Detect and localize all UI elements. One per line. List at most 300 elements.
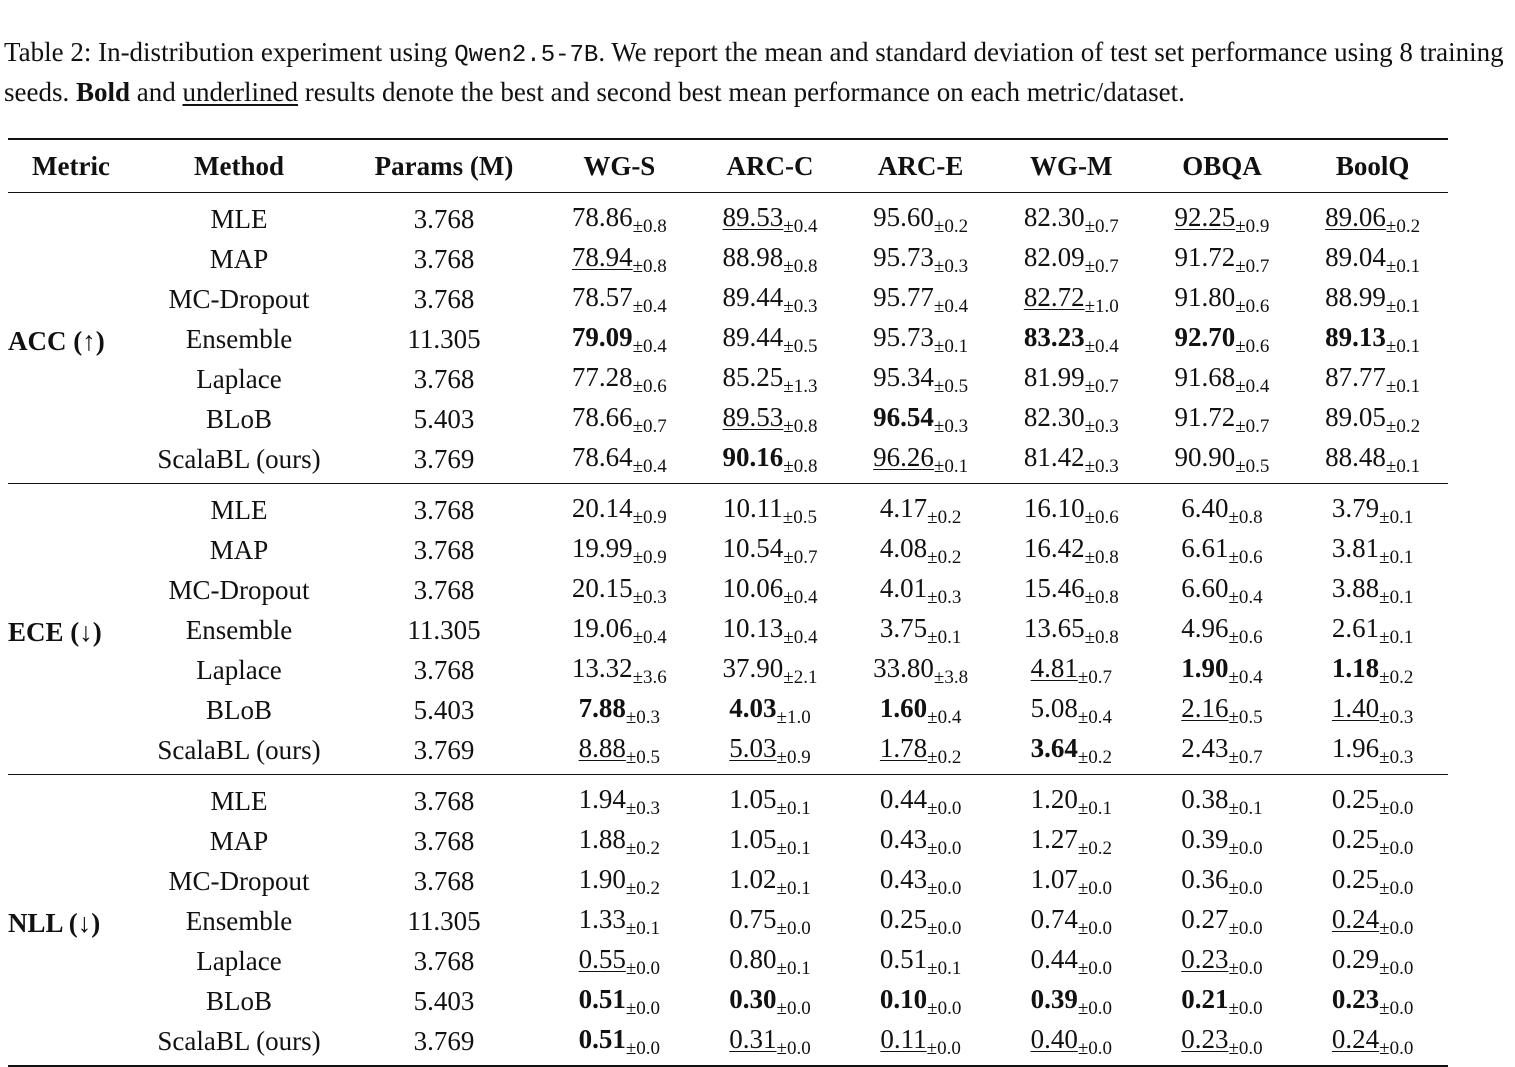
- mean-value: 1.05: [729, 824, 777, 854]
- column-header: Metric: [32, 151, 110, 181]
- mean-value: 89.04: [1325, 242, 1386, 272]
- method-cell: MC-Dropout: [168, 575, 310, 605]
- std-value: ±0.1: [625, 918, 661, 939]
- mean-value: 0.36: [1181, 864, 1229, 894]
- mean-value: 7.88: [578, 693, 626, 723]
- value-cell: [1297, 570, 1448, 610]
- value-cell: [1147, 650, 1298, 690]
- caption-bold-word: Bold: [75, 77, 131, 107]
- value-cell: [695, 399, 846, 439]
- table-row: [8, 901, 1448, 941]
- value-cell: [1297, 650, 1448, 690]
- table-row: [8, 690, 1448, 730]
- std-value: ±0.4: [1077, 707, 1113, 728]
- value-cell: [544, 981, 695, 1021]
- mean-value: 0.43: [879, 864, 928, 894]
- std-value: ±0.0: [776, 1038, 811, 1059]
- mean-value: 0.75: [729, 904, 777, 934]
- value-cell: [544, 775, 695, 822]
- value-cell: [845, 319, 996, 359]
- table-row: [8, 239, 1448, 279]
- value-cell: [1297, 775, 1448, 822]
- value-cell: [544, 941, 695, 981]
- method-cell: BLoB: [205, 986, 272, 1016]
- column-header: WG-M: [1030, 151, 1113, 181]
- std-value: ±0.3: [1379, 707, 1414, 728]
- mean-value: 1.27: [1030, 824, 1078, 854]
- mean-value: 4.01: [879, 573, 928, 603]
- mean-value: 10.11: [723, 493, 783, 523]
- mean-value: 3.81: [1331, 533, 1380, 563]
- mean-value: 77.28: [571, 362, 633, 392]
- value-cell: [695, 530, 846, 570]
- std-value: ±0.2: [927, 547, 962, 568]
- value-cell: [695, 775, 846, 822]
- mean-value: 82.72: [1023, 282, 1085, 312]
- std-value: ±0.7: [632, 416, 667, 437]
- column-header: Params (M): [374, 151, 514, 181]
- value-cell: [695, 359, 846, 399]
- value-cell: [695, 941, 846, 981]
- mean-value: 8.88: [578, 733, 626, 763]
- std-value: ±0.0: [1379, 918, 1414, 939]
- value-cell: [695, 901, 846, 941]
- table-row: [8, 439, 1448, 484]
- mean-value: 90.16: [722, 442, 784, 472]
- table-row: [8, 981, 1448, 1021]
- mean-value: 79.09: [571, 322, 633, 352]
- value-cell: [845, 1021, 996, 1066]
- value-cell: [996, 439, 1147, 484]
- method-cell: MLE: [210, 786, 268, 816]
- value-cell: [996, 530, 1147, 570]
- std-value: ±0.1: [927, 627, 962, 648]
- value-cell: [1297, 530, 1448, 570]
- value-cell: [845, 279, 996, 319]
- value-cell: [695, 193, 846, 240]
- column-header: WG-S: [583, 151, 656, 181]
- mean-value: 0.31: [729, 1024, 777, 1054]
- mean-value: 78.64: [571, 442, 633, 472]
- std-value: ±3.6: [632, 667, 667, 688]
- std-value: ±0.7: [1235, 416, 1270, 437]
- std-value: ±0.0: [1228, 878, 1263, 899]
- std-value: ±0.1: [776, 958, 811, 979]
- table-row: [8, 730, 1448, 775]
- method-cell: ScalaBL (ours): [157, 444, 321, 474]
- mean-value: 85.25: [722, 362, 784, 392]
- mean-value: 5.03: [729, 733, 777, 763]
- mean-value: 0.24: [1331, 904, 1380, 934]
- mean-value: 89.13: [1325, 322, 1386, 352]
- std-value: ±0.1: [1228, 798, 1263, 819]
- value-cell: [1147, 530, 1298, 570]
- table-caption: [4, 34, 1504, 110]
- mean-value: 95.77: [873, 282, 934, 312]
- std-value: ±0.0: [625, 958, 661, 979]
- method-cell: BLoB: [205, 404, 272, 434]
- std-value: ±0.4: [1235, 376, 1270, 397]
- column-header: ARC-C: [726, 151, 814, 181]
- std-value: ±0.8: [1084, 627, 1119, 648]
- metric-group: [8, 484, 1448, 775]
- value-cell: [544, 1021, 695, 1066]
- caption-mid1: . We report the mean and standard deviation of test set performance using 8 training seeds.: [4, 37, 1504, 107]
- mean-value: 2.61: [1331, 613, 1380, 643]
- table-row: [8, 279, 1448, 319]
- mean-value: 83.23: [1023, 322, 1085, 352]
- value-cell: [695, 484, 846, 531]
- mean-value: 91.68: [1174, 362, 1236, 392]
- mean-value: 33.80: [873, 653, 934, 683]
- mean-value: 82.09: [1023, 242, 1085, 272]
- value-cell: [845, 399, 996, 439]
- std-value: ±0.5: [783, 336, 818, 357]
- mean-value: 91.72: [1174, 402, 1236, 432]
- metric-group: [8, 193, 1448, 484]
- value-cell: [1147, 775, 1298, 822]
- method-cell: MAP: [209, 244, 269, 274]
- mean-value: 1.94: [578, 784, 626, 814]
- value-cell: [1297, 901, 1448, 941]
- std-value: ±0.4: [783, 587, 818, 608]
- mean-value: 4.96: [1181, 613, 1229, 643]
- params-cell: 3.769: [413, 735, 475, 765]
- mean-value: 4.17: [879, 493, 928, 523]
- mean-value: 0.51: [578, 984, 626, 1014]
- mean-value: 16.42: [1023, 533, 1085, 563]
- value-cell: [996, 981, 1147, 1021]
- method-cell: Ensemble: [185, 615, 293, 645]
- std-value: ±0.1: [1379, 587, 1414, 608]
- params-cell: 5.403: [413, 986, 475, 1016]
- std-value: ±0.7: [1077, 667, 1113, 688]
- std-value: ±0.8: [783, 456, 818, 477]
- value-cell: [845, 901, 996, 941]
- table-row: [8, 530, 1448, 570]
- mean-value: 78.66: [571, 402, 633, 432]
- mean-value: 1.18: [1331, 653, 1380, 683]
- std-value: ±0.0: [1228, 838, 1263, 859]
- std-value: ±0.0: [1379, 1038, 1414, 1059]
- mean-value: 88.48: [1325, 442, 1386, 472]
- std-value: ±0.0: [1228, 918, 1263, 939]
- value-cell: [1147, 399, 1298, 439]
- value-cell: [996, 690, 1147, 730]
- table-row: [8, 484, 1448, 531]
- std-value: ±0.5: [933, 376, 969, 397]
- std-value: ±0.0: [1077, 878, 1113, 899]
- std-value: ±0.8: [1228, 507, 1263, 528]
- value-cell: [996, 399, 1147, 439]
- value-cell: [845, 941, 996, 981]
- mean-value: 0.25: [1331, 864, 1380, 894]
- value-cell: [996, 239, 1147, 279]
- column-header: ARC-E: [877, 151, 964, 181]
- method-cell: ScalaBL (ours): [157, 735, 321, 765]
- std-value: ±0.0: [1228, 998, 1263, 1019]
- std-value: ±0.3: [1084, 456, 1119, 477]
- value-cell: [544, 570, 695, 610]
- value-cell: [544, 650, 695, 690]
- mean-value: 0.40: [1030, 1024, 1078, 1054]
- value-cell: [996, 610, 1147, 650]
- value-cell: [1297, 610, 1448, 650]
- value-cell: [845, 690, 996, 730]
- results-table: [8, 138, 1448, 1067]
- mean-value: 2.16: [1181, 693, 1229, 723]
- std-value: ±0.1: [1379, 627, 1414, 648]
- mean-value: 89.06: [1325, 202, 1386, 232]
- std-value: ±0.3: [783, 296, 818, 317]
- value-cell: [695, 981, 846, 1021]
- mean-value: 0.51: [879, 944, 928, 974]
- method-cell: MLE: [210, 495, 268, 525]
- value-cell: [1147, 981, 1298, 1021]
- std-value: ±0.8: [632, 216, 667, 237]
- std-value: ±0.7: [1084, 376, 1119, 397]
- method-cell: BLoB: [205, 695, 272, 725]
- value-cell: [1297, 359, 1448, 399]
- params-cell: 11.305: [407, 906, 481, 936]
- caption-underlined-word: underlined: [182, 77, 298, 107]
- std-value: ±0.5: [1235, 456, 1270, 477]
- std-value: ±0.6: [1228, 627, 1263, 648]
- params-cell: 3.768: [413, 826, 475, 856]
- std-value: ±0.6: [632, 376, 667, 397]
- mean-value: 0.30: [729, 984, 777, 1014]
- mean-value: 15.46: [1023, 573, 1085, 603]
- method-cell: MC-Dropout: [168, 866, 310, 896]
- value-cell: [695, 821, 846, 861]
- value-cell: [544, 861, 695, 901]
- std-value: ±0.4: [632, 627, 667, 648]
- value-cell: [544, 279, 695, 319]
- mean-value: 0.51: [578, 1024, 626, 1054]
- column-header: BoolQ: [1335, 151, 1410, 181]
- caption-model-name: Qwen2.5-7B: [454, 42, 599, 69]
- params-cell: 3.768: [413, 786, 475, 816]
- std-value: ±0.0: [927, 918, 962, 939]
- params-cell: 3.768: [413, 535, 475, 565]
- mean-value: 96.26: [873, 442, 934, 472]
- mean-value: 19.06: [571, 613, 633, 643]
- mean-value: 4.03: [729, 693, 777, 723]
- value-cell: [1297, 730, 1448, 775]
- std-value: ±0.2: [1385, 216, 1421, 237]
- metric-label: NLL (↓): [8, 908, 101, 938]
- std-value: ±0.0: [927, 998, 962, 1019]
- std-value: ±0.0: [1379, 998, 1414, 1019]
- std-value: ±0.9: [632, 507, 667, 528]
- value-cell: [695, 861, 846, 901]
- value-cell: [996, 901, 1147, 941]
- table-header: [8, 139, 1448, 193]
- std-value: ±0.2: [927, 747, 962, 768]
- value-cell: [996, 319, 1147, 359]
- method-cell: MC-Dropout: [168, 284, 310, 314]
- mean-value: 0.39: [1030, 984, 1078, 1014]
- std-value: ±0.4: [632, 336, 667, 357]
- std-value: ±0.3: [632, 587, 667, 608]
- value-cell: [695, 610, 846, 650]
- table-row: [8, 570, 1448, 610]
- mean-value: 95.34: [873, 362, 934, 392]
- value-cell: [1147, 359, 1298, 399]
- value-cell: [845, 239, 996, 279]
- mean-value: 20.15: [571, 573, 633, 603]
- metric-label: ACC (↑): [8, 326, 105, 356]
- std-value: ±0.4: [632, 456, 667, 477]
- mean-value: 89.53: [722, 402, 784, 432]
- value-cell: [845, 730, 996, 775]
- header-row: [8, 139, 1448, 193]
- column-header: Method: [194, 151, 284, 181]
- mean-value: 0.25: [1331, 784, 1380, 814]
- mean-value: 1.78: [879, 733, 928, 763]
- value-cell: [1147, 610, 1298, 650]
- std-value: ±0.2: [1385, 416, 1421, 437]
- std-value: ±0.1: [1385, 376, 1421, 397]
- std-value: ±0.1: [933, 456, 969, 477]
- caption-suffix: results denote the best and second best mean performance on each metric/dataset.: [297, 77, 1185, 107]
- std-value: ±0.7: [1084, 216, 1119, 237]
- std-value: ±0.6: [1228, 547, 1263, 568]
- value-cell: [996, 821, 1147, 861]
- mean-value: 3.64: [1030, 733, 1078, 763]
- params-cell: 3.768: [413, 244, 475, 274]
- value-cell: [695, 650, 846, 690]
- mean-value: 13.32: [571, 653, 633, 683]
- value-cell: [544, 530, 695, 570]
- method-cell: Laplace: [196, 946, 282, 976]
- mean-value: 0.25: [879, 904, 928, 934]
- std-value: ±0.7: [1084, 256, 1119, 277]
- table-row: [8, 610, 1448, 650]
- std-value: ±0.0: [926, 1038, 961, 1059]
- mean-value: 89.44: [722, 282, 784, 312]
- params-cell: 3.769: [413, 444, 475, 474]
- value-cell: [544, 730, 695, 775]
- table-row: [8, 319, 1448, 359]
- std-value: ±0.0: [1077, 998, 1113, 1019]
- value-cell: [996, 570, 1147, 610]
- mean-value: 1.20: [1030, 784, 1078, 814]
- std-value: ±0.8: [1084, 547, 1119, 568]
- mean-value: 1.90: [1181, 653, 1229, 683]
- value-cell: [695, 730, 846, 775]
- value-cell: [1147, 193, 1298, 240]
- value-cell: [695, 239, 846, 279]
- value-cell: [544, 439, 695, 484]
- std-value: ±0.8: [783, 416, 818, 437]
- std-value: ±0.4: [927, 707, 962, 728]
- std-value: ±0.8: [632, 256, 667, 277]
- mean-value: 0.44: [1030, 944, 1078, 974]
- std-value: ±0.1: [776, 878, 811, 899]
- std-value: ±0.4: [1228, 667, 1263, 688]
- value-cell: [1147, 570, 1298, 610]
- mean-value: 0.29: [1331, 944, 1380, 974]
- std-value: ±0.6: [1235, 336, 1270, 357]
- value-cell: [1147, 484, 1298, 531]
- mean-value: 82.30: [1023, 402, 1085, 432]
- std-value: ±0.8: [783, 256, 818, 277]
- std-value: ±0.3: [933, 416, 969, 437]
- std-value: ±0.7: [1235, 256, 1270, 277]
- value-cell: [1297, 484, 1448, 531]
- mean-value: 0.27: [1181, 904, 1229, 934]
- mean-value: 5.08: [1030, 693, 1078, 723]
- params-cell: 3.768: [413, 364, 475, 394]
- params-cell: 3.768: [413, 575, 475, 605]
- mean-value: 81.42: [1023, 442, 1085, 472]
- table-row: [8, 359, 1448, 399]
- std-value: ±0.0: [1379, 798, 1414, 819]
- std-value: ±1.0: [776, 707, 811, 728]
- value-cell: [695, 690, 846, 730]
- std-value: ±0.6: [1235, 296, 1270, 317]
- std-value: ±1.0: [1084, 296, 1119, 317]
- mean-value: 0.44: [879, 784, 928, 814]
- std-value: ±0.0: [927, 798, 962, 819]
- value-cell: [1147, 861, 1298, 901]
- caption-prefix: Table 2: In-distribution experiment using: [4, 37, 455, 67]
- std-value: ±0.0: [927, 838, 962, 859]
- mean-value: 78.94: [571, 242, 633, 272]
- value-cell: [845, 610, 996, 650]
- mean-value: 10.13: [722, 613, 784, 643]
- std-value: ±0.2: [625, 878, 661, 899]
- value-cell: [996, 1021, 1147, 1066]
- table-row: [8, 399, 1448, 439]
- value-cell: [845, 484, 996, 531]
- value-cell: [1147, 279, 1298, 319]
- std-value: ±0.5: [625, 747, 661, 768]
- mean-value: 0.11: [880, 1024, 927, 1054]
- value-cell: [544, 484, 695, 531]
- std-value: ±1.3: [783, 376, 818, 397]
- value-cell: [996, 730, 1147, 775]
- std-value: ±0.1: [1385, 296, 1421, 317]
- table-row: [8, 861, 1448, 901]
- value-cell: [845, 861, 996, 901]
- table-row: [8, 941, 1448, 981]
- value-cell: [695, 570, 846, 610]
- value-cell: [695, 279, 846, 319]
- std-value: ±0.0: [1228, 1038, 1263, 1059]
- std-value: ±0.0: [1379, 878, 1414, 899]
- mean-value: 89.44: [722, 322, 784, 352]
- std-value: ±0.1: [927, 958, 962, 979]
- mean-value: 0.39: [1181, 824, 1229, 854]
- mean-value: 89.53: [722, 202, 784, 232]
- method-cell: MLE: [210, 204, 268, 234]
- std-value: ±2.1: [783, 667, 818, 688]
- mean-value: 20.14: [571, 493, 633, 523]
- mean-value: 4.81: [1030, 653, 1078, 683]
- value-cell: [996, 193, 1147, 240]
- params-cell: 3.768: [413, 655, 475, 685]
- std-value: ±0.0: [927, 878, 962, 899]
- std-value: ±0.9: [776, 747, 811, 768]
- value-cell: [1297, 439, 1448, 484]
- std-value: ±0.2: [1077, 838, 1113, 859]
- mean-value: 6.61: [1181, 533, 1229, 563]
- value-cell: [1297, 690, 1448, 730]
- std-value: ±0.5: [782, 507, 817, 528]
- params-cell: 3.768: [413, 495, 475, 525]
